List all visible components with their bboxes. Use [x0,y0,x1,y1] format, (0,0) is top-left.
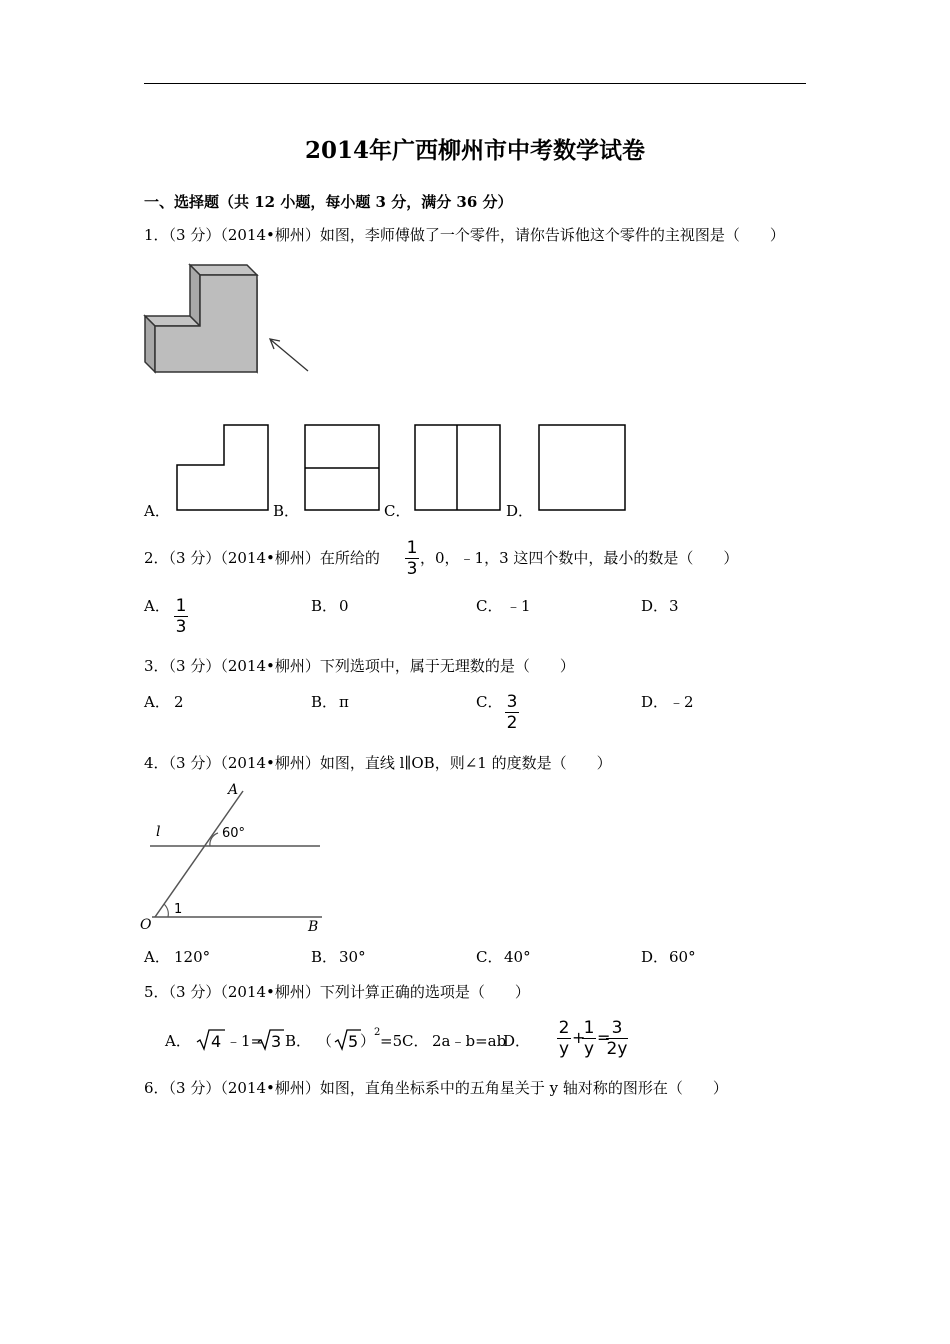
q4-option-a-value: 120° [174,948,211,966]
q1-option-c-figure [414,424,502,512]
q4-option-a-label: A． [144,948,170,966]
q4-option-b-value: 30° [339,948,366,966]
q3-option-c-label: C． [476,693,503,711]
header-rule [144,83,806,84]
q2-option-b-value: 0 [339,597,349,615]
q1-option-b-figure [304,424,381,512]
q4-option-c-value: 40° [504,948,531,966]
q4-label-a: A [228,782,239,798]
q2-option-c-label: C． [476,597,503,615]
q2-option-d-value: 3 [669,597,679,615]
q5-a-radicand-2: 3 [271,1032,282,1051]
q4-label-l: l [156,824,161,840]
q5-d-f1-den: y [558,1039,570,1059]
q5-a-sqrt4-radical [196,1028,226,1052]
question-3-stem: 3．（3 分）（2014•柳州）下列选项中，属于无理数的是（ ） [144,657,575,675]
q5-b-open-paren: （ [317,1032,333,1050]
q5-a-radicand-1: 4 [211,1032,222,1051]
q1-option-d-label: D． [506,502,534,520]
q4-option-c-label: C． [476,948,503,966]
q5-option-a-label: A． [165,1032,191,1050]
q5-d-f3-den: 2y [606,1039,628,1059]
q5-b-radicand: 5 [348,1032,359,1051]
q4-label-b: B [308,919,319,935]
q3-option-c-fraction [505,693,519,732]
q5-option-b-label: B． [285,1032,312,1050]
q2-a-frac-num: 1 [175,596,187,616]
q1-option-d-figure [538,424,627,512]
q2-option-a-label: A． [144,597,170,615]
q2-a-frac-den: 3 [175,617,187,637]
q5-b-exponent: 2 [374,1027,381,1038]
q3-c-frac-num: 3 [506,692,518,712]
page-title: 2014年广西柳州市中考数学试卷 [304,137,645,164]
q5-d-fraction-2 [582,1019,596,1058]
q2-stem-fraction [405,539,419,578]
question-2-stem-end: ，0，﹣1，3 这四个数中，最小的数是（ ） [420,549,739,567]
q2-option-c-value: ﹣1 [506,597,531,615]
question-1-stem: 1．（3 分）（2014•柳州）如图，李师傅做了一个零件，请你告诉他这个零件的主视图是（ ） [144,226,785,244]
q5-d-equals: = [597,1028,611,1047]
q3-c-frac-den: 2 [506,713,518,733]
q5-a-sqrt3-radical [257,1028,285,1052]
q5-d-f2-den: y [583,1039,595,1059]
q4-label-60: 60° [222,826,246,841]
q5-b-close-paren: ） [360,1032,376,1050]
question-4-stem: 4．（3 分）（2014•柳州）如图，直线 l∥OB，则∠1 的度数是（ ） [144,754,612,772]
q4-label-1: 1 [174,902,183,917]
q1-option-c-label: C． [384,502,411,520]
question-6-stem: 6．（3 分）（2014•柳州）如图，直角坐标系中的五角星关于 y 轴对称的图形在（ ） [144,1079,728,1097]
q5-d-f1-num: 2 [558,1018,570,1038]
q5-option-c-label: C． [402,1032,429,1050]
question-2-stem-start: 2．（3 分）（2014•柳州）在所给的 [144,549,380,567]
section-heading: 一、选择题（共 12 小题，每小题 3 分，满分 36 分） [144,193,513,211]
q3-option-a-value: 2 [174,693,184,711]
q5-option-c-value: 2a﹣b=ab [432,1032,507,1050]
q2-stem-frac-num: 1 [406,538,418,558]
q5-d-fraction-3 [606,1019,628,1058]
q1-3d-part-figure [140,258,320,378]
q5-d-f3-num: 3 [611,1018,623,1038]
q4-label-o: O [140,917,152,933]
q5-d-plus: + [572,1028,586,1047]
q2-stem-frac-den: 3 [406,559,418,579]
q4-option-b-label: B． [311,948,338,966]
q3-option-b-value: π [339,693,349,711]
q3-option-d-value: ﹣2 [669,693,694,711]
q5-d-f2-num: 1 [583,1018,595,1038]
q3-option-d-label: D． [641,693,669,711]
q1-option-a-label: A． [144,502,170,520]
q3-option-a-label: A． [144,693,170,711]
q1-option-b-label: B． [273,502,300,520]
question-5-stem: 5．（3 分）（2014•柳州）下列计算正确的选项是（ ） [144,983,530,1001]
q3-option-b-label: B． [311,693,338,711]
q5-option-d-label: D． [503,1032,531,1050]
q5-b-tail: =5 [380,1032,403,1050]
q4-option-d-label: D． [641,948,669,966]
q5-d-fraction-1 [557,1019,571,1058]
q5-a-middle: ﹣1= [226,1032,264,1050]
q4-option-d-value: 60° [669,948,696,966]
q2-option-a-fraction [174,597,188,636]
q4-parallel-lines-figure [140,780,330,935]
q2-option-d-label: D． [641,597,669,615]
q1-option-a-figure [176,424,270,512]
q5-b-sqrt5-radical [334,1028,362,1052]
q2-option-b-label: B． [311,597,338,615]
